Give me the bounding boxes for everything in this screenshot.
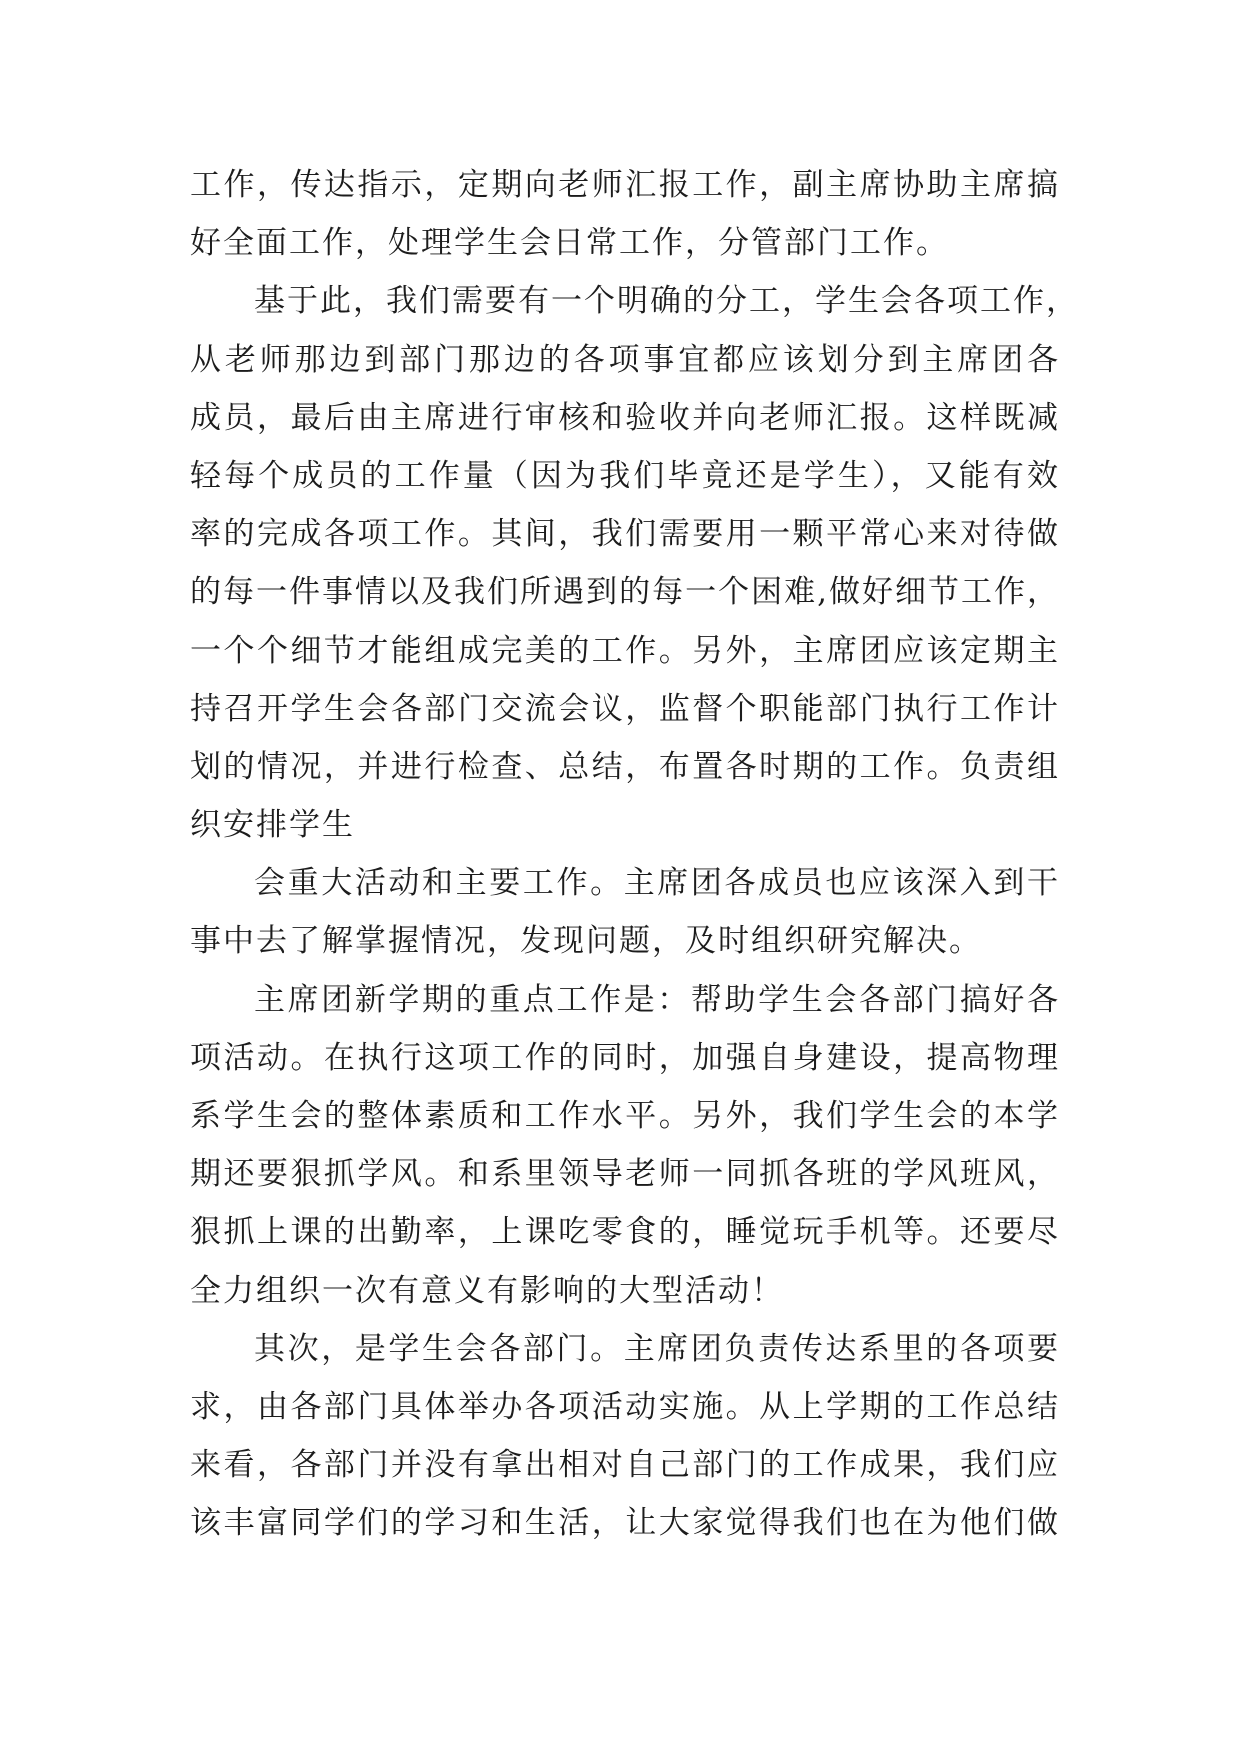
- text-line: 持召开学生会各部门交流会议，监督个职能部门执行工作计: [190, 690, 1060, 727]
- text-line: 来看，各部门并没有拿出相对自己部门的工作成果，我们应: [190, 1447, 1060, 1484]
- text-line: 事中去了解掌握情况，发现问题，及时组织研究解决。: [190, 923, 982, 960]
- text-line: 求，由各部门具体举办各项活动实施。从上学期的工作总结: [190, 1388, 1060, 1425]
- text-line: 好全面工作，处理学生会日常工作，分管部门工作。: [190, 225, 949, 262]
- text-line: 从老师那边到部门那边的各项事宜都应该划分到主席团各: [190, 341, 1060, 378]
- text-line: 的每一件事情以及我们所遇到的每一个困难,做好细节工作，: [190, 574, 1060, 611]
- text-line: 系学生会的整体素质和工作水平。另外，我们学生会的本学: [190, 1098, 1060, 1134]
- text-line: 全力组织一次有意义有影响的大型活动！: [190, 1272, 784, 1309]
- text-line: 基于此，我们需要有一个明确的分工，学生会各项工作，: [254, 283, 1079, 320]
- text-line: 狠抓上课的出勤率，上课吃零食的，睡觉玩手机等。还要尽: [190, 1214, 1060, 1251]
- text-line: 轻每个成员的工作量（因为我们毕竟还是学生），又能有效: [190, 457, 1060, 494]
- text-line: 织安排学生: [190, 807, 355, 844]
- body-text: [190, 156, 1079, 1553]
- text-line: 会重大活动和主要工作。主席团各成员也应该深入到干: [254, 865, 1060, 902]
- text-line: 率的完成各项工作。其间，我们需要用一颗平常心来对待做: [190, 516, 1060, 553]
- text-line: 划的情况，并进行检查、总结，布置各时期的工作。负责组: [190, 748, 1060, 785]
- text-line: 成员，最后由主席进行审核和验收并向老师汇报。这样既减: [190, 399, 1060, 436]
- text-line: 其次，是学生会各部门。主席团负责传达系里的各项要: [254, 1330, 1060, 1367]
- text-line: 该丰富同学们的学习和生活，让大家觉得我们也在为他们做: [190, 1505, 1060, 1542]
- text-line: 主席团新学期的重点工作是：帮助学生会各部门搞好各: [254, 981, 1060, 1018]
- text-line: 项活动。在执行这项工作的同时，加强自身建设，提高物理: [190, 1039, 1060, 1076]
- text-line: 一个个细节才能组成完美的工作。另外，主席团应该定期主: [190, 632, 1060, 669]
- text-line: 工作，传达指示，定期向老师汇报工作，副主席协助主席搞: [190, 167, 1060, 203]
- text-line: 期还要狠抓学风。和系里领导老师一同抓各班的学风班风，: [190, 1156, 1060, 1193]
